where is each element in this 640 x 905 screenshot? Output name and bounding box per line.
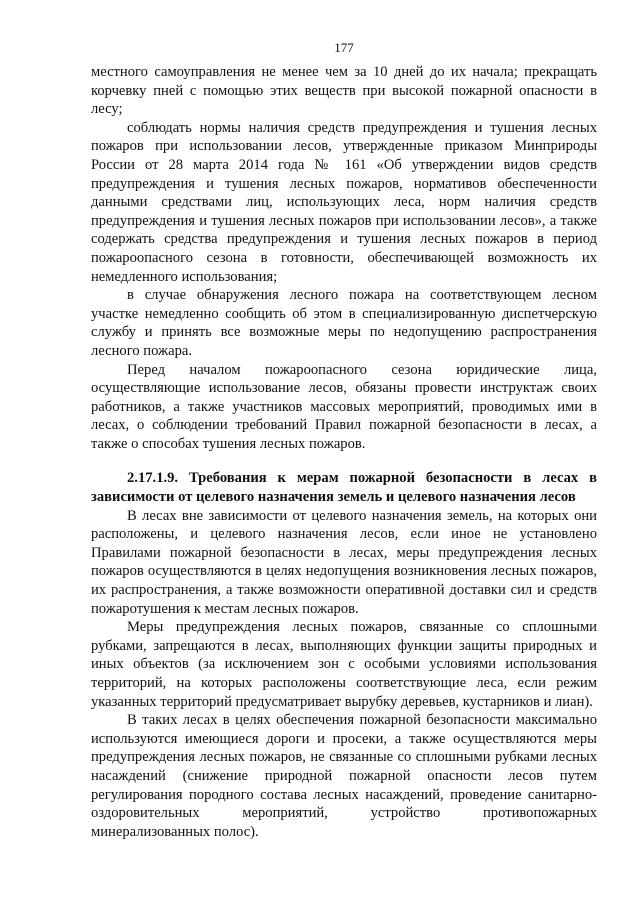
section-paragraph-roads-clearings: В таких лесах в целях обеспечения пожарной безопасности максимально используются имеющиеся дороги и просеки, а также осуществляются меры предупреждения лесных пожаров, не связанные со сплошными рубками лесных насаждений (снижение природной пожарной опасности лесов путем регулирования породного состава лесных насаждений, проведение санитарно-оздоровительных мероприятий, устройство противопожарных минерализованных полос). [91, 712, 597, 840]
paragraph-fire-equipment-norms: соблюдать нормы наличия средств предупреждения и тушения лесных пожаров при использовании лесов, утвержденные приказом Минприроды России от 28 марта 2014 года № 161 «Об утверждении видов средств предупреждения и тушения лесных пожаров, нормативов обеспеченности данными средствами лиц, использующих леса, норм наличия средств предупреждения и тушения лесных пожаров при использовании лесов», а также содержать средства предупреждения и тушения лесных пожаров в период пожароопасного сезона в готовности, обеспечивающей возможность их немедленного использования; [91, 119, 597, 285]
page-number: 177 [334, 40, 354, 55]
section-paragraph-clear-cutting: Меры предупреждения лесных пожаров, связанные со сплошными рубками, запрещаются в лесах, выполняющих функции защиты природных и иных объектов (за исключением зон с особыми условиями использования территорий, на которых расположены соответствующие леса, если режим указанных территорий предусматривает вырубку деревьев, кустарников и лиан). [91, 619, 597, 710]
paragraph-instruction: Перед началом пожароопасного сезона юридические лица, осуществляющие использование лесов, обязаны провести инструктаж своих работников, а также участников массовых мероприятий, проводимых ими в лесах, о соблюдении требований Правил пожарной безопасности в лесах, а также о способах тушения лесных пожаров. [91, 361, 597, 452]
document-page [91, 40, 597, 841]
section-paragraph-general-measures: В лесах вне зависимости от целевого назначения земель, на которых они расположены, и целевого назначения лесов, если иное не установлено Правилами пожарной безопасности в лесах, меры предупреждения лесных пожаров осуществляются в целях недопущения возникновения лесных пожаров, их распространения, а также возможности оперативной доставки сил и средств пожаротушения к местам лесных пожаров. [91, 507, 597, 617]
paragraph-fire-detection: в случае обнаружения лесного пожара на соответствующем лесном участке немедленно сообщить об этом в специализированную диспетчерскую службу и принять все возможные меры по недопущению распространения лесного пожара. [91, 287, 597, 359]
section-heading: 2.17.1.9. Требования к мерам пожарной безопасности в лесах в зависимости от целевого назначения земель и целевого назначения лесов [91, 470, 597, 506]
paragraph-continuation: местного самоуправления не менее чем за 10 дней до их начала; прекращать корчевку пней с помощью этих веществ при высокой пожарной опасности в лесу; [91, 64, 597, 118]
